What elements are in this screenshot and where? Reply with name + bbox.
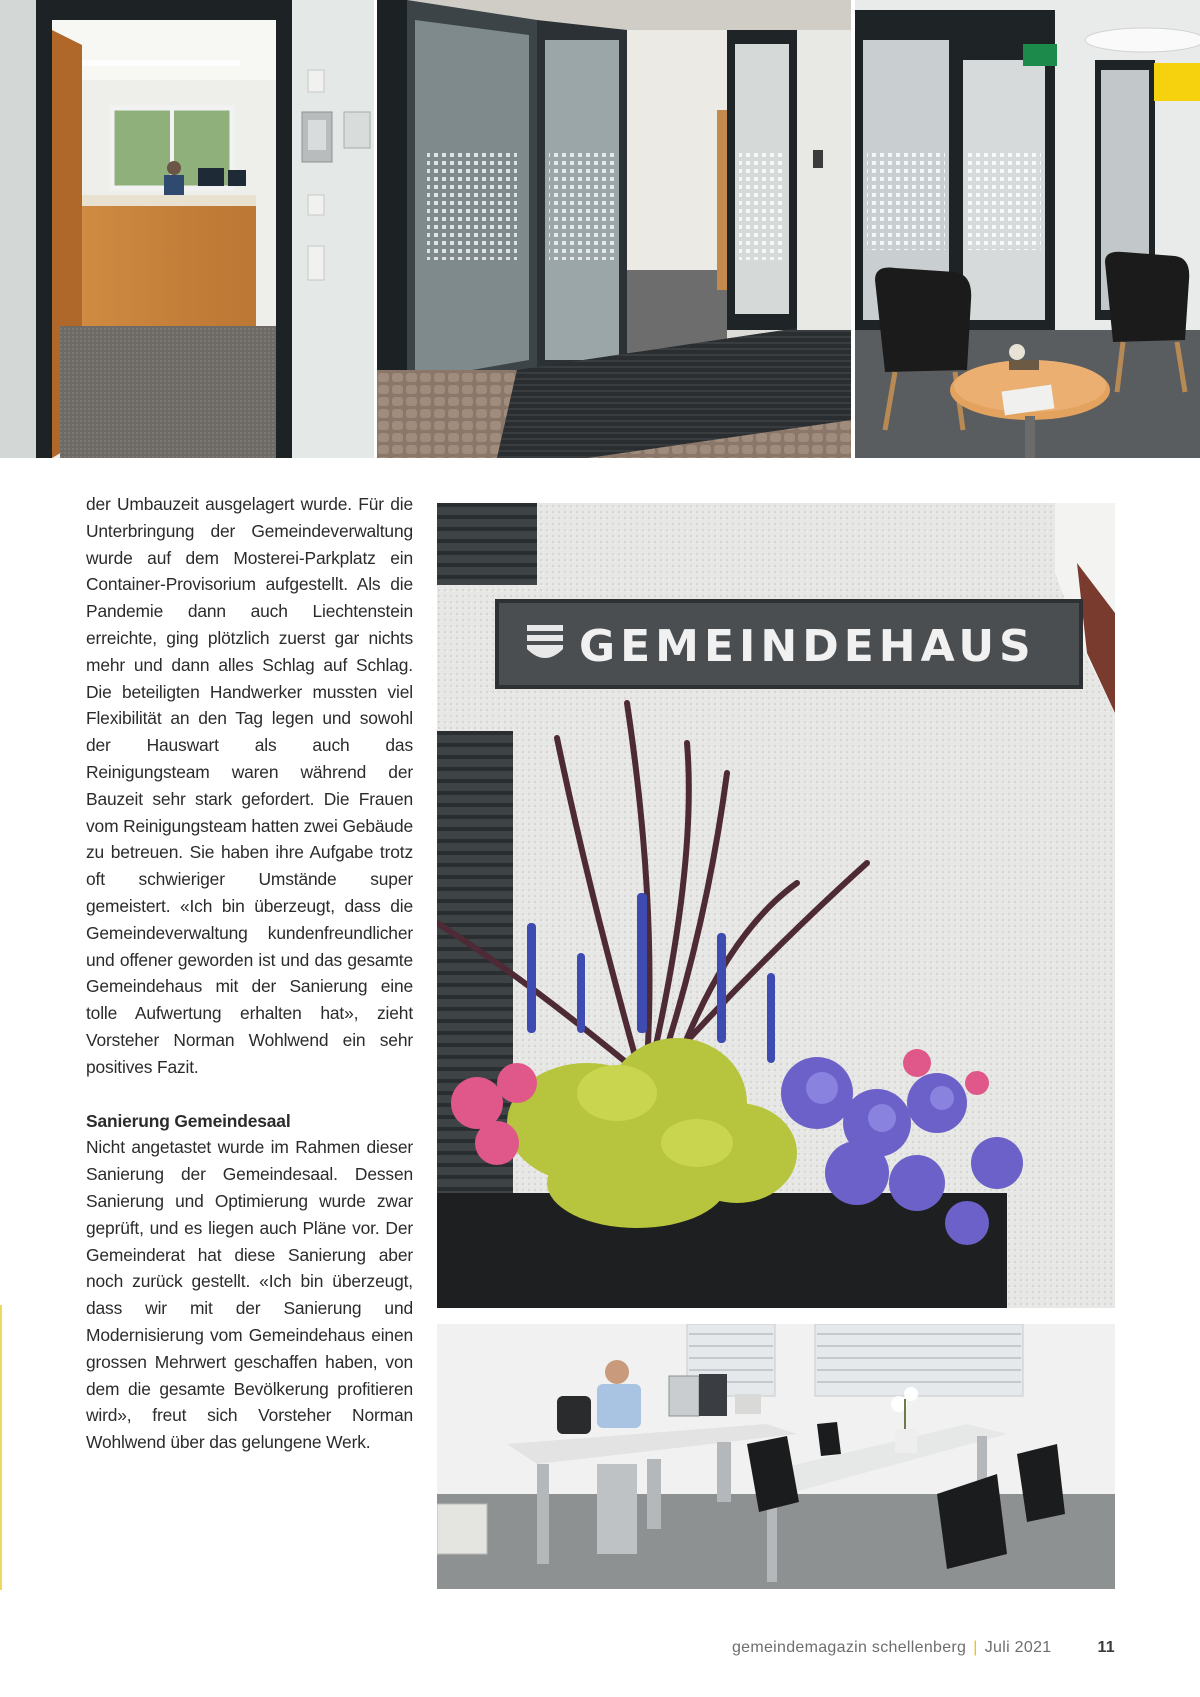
photo-waiting-area [855, 0, 1200, 458]
photo-gemeindehaus-sign [437, 503, 1115, 1308]
photo-glass-entrance [377, 0, 851, 458]
page-footer [600, 1636, 1115, 1660]
photo-office-desk [437, 1324, 1115, 1589]
footer-separator: | [973, 1639, 978, 1656]
footer-issue-date: Juli 2021 [984, 1639, 1052, 1656]
footer-magazine-name: gemeindemagazin schellenberg [731, 1639, 967, 1656]
article-subheading: Sanierung Gemeindesaal [86, 1110, 291, 1131]
yellow-page-marker [1154, 63, 1200, 101]
article-paragraph-2: Nicht angetastet wurde im Rahmen dieser Sanierung der Gemeindesaal. Dessen Sanierung und Optimierung wurde zwar geprüft, und es liegen auch Pläne vor. Der Gemeinderat hat diese Sanierung aber noch zurück gestellt. «Ich bin überzeugt, dass wir mit der Sanierung und Modernisierung vom Gemeindehaus einen grossen Mehrwert geschaffen haben, von dem die gesamte Bevölkerung profitieren wird», freut sich Vorsteher Norman Wohlwend über das gelungene Werk. [86, 1137, 413, 1453]
photo-office-doorway [0, 0, 374, 458]
page-number: 11 [1097, 1639, 1115, 1656]
article-paragraph-1: der Umbauzeit ausgelagert wurde. Für die Unterbringung der Gemeindeverwaltung wurde auf dem Mosterei-Parkplatz ein Container-Provisorium aufgestellt. Als die Pandemie dann auch Liechtenstein erreichte, ging plötzlich zuerst gar nichts mehr und dann alles Schlag auf Schlag. Die beteiligten Handwerker mussten viel Flexibilität an den Tag legen und sowohl der Hauswart als auch das Reinigungsteam waren während der Bauzeit sehr stark gefordert. Die Frauen vom Reinigungsteam hatten zwei Gebäude zu betreuen. Sie haben ihre Aufgabe trotz oft schwieriger Umstände super gemeistert. «Ich bin überzeugt, dass die Gemeindeverwaltung kundenfreundlicher und offener geworden ist und das gesamte Gemeindehaus mit der Sanierung eine tolle Aufwertung erhalten hat», zieht Vorsteher Norman Wohlwend ein sehr positives Fazit. [86, 494, 413, 1077]
sign-text: GEMEINDEHAUS [579, 621, 1036, 672]
left-edge-accent [0, 1305, 2, 1590]
article-column [86, 491, 413, 1456]
